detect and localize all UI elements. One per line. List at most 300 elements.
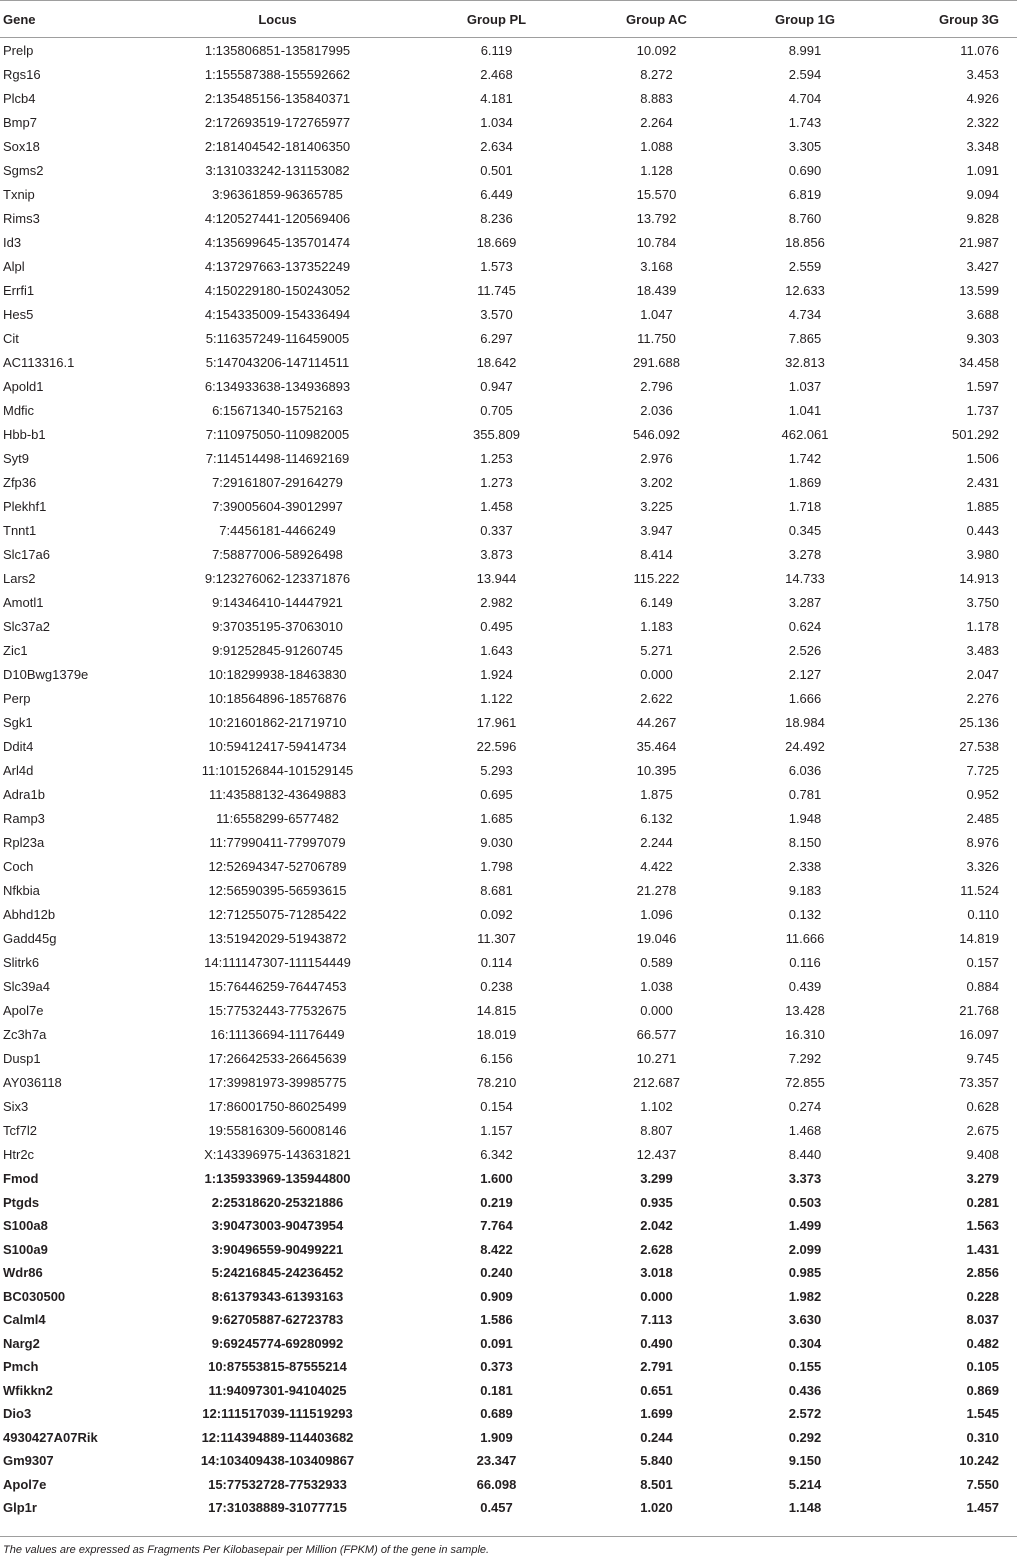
cell-group-ac: 2.036 [640,402,673,418]
cell-locus: 9:14346410-14447921 [212,594,343,610]
table-row [0,1496,1017,1520]
cell-group-pl: 66.098 [476,1476,517,1492]
cell-group-3g: 8.976 [966,834,999,850]
cell-locus: 12:111517039-111519293 [202,1406,353,1422]
cell-group-3g: 0.628 [966,1098,999,1114]
cell-group-3g: 1.737 [966,402,999,418]
cell-group-1g: 1.037 [788,378,822,394]
cell-group-1g: 1.148 [788,1500,822,1516]
table-row [0,1355,1017,1379]
cell-group-ac: 2.976 [640,450,673,466]
table-row [0,302,1017,326]
table-row [0,494,1017,518]
cell-group-1g: 0.690 [788,162,822,178]
cell-group-1g: 8.991 [788,42,822,58]
cell-group-3g: 1.506 [966,450,999,466]
cell-group-pl: 0.219 [480,1194,513,1210]
cell-group-pl: 355.809 [473,426,520,442]
cell-locus: 17:26642533-26645639 [208,1050,347,1066]
cell-gene: Zic1 [3,642,28,658]
cell-group-3g: 0.884 [966,978,999,994]
cell-locus: 15:76446259-76447453 [208,978,347,994]
cell-group-1g: 8.150 [788,834,822,850]
cell-group-1g: 11.666 [785,930,825,946]
cell-group-1g: 0.624 [788,618,822,634]
cell-locus: 1:135933969-135944800 [204,1171,351,1187]
table-row [0,1449,1017,1473]
cell-gene: Wfikkn2 [3,1382,53,1398]
cell-gene: Hbb-b1 [3,426,46,442]
cell-group-3g: 1.563 [966,1218,999,1234]
cell-group-ac: 3.018 [640,1265,673,1281]
table-row [0,1214,1017,1238]
table-row [0,398,1017,422]
cell-group-1g: 4.734 [788,306,822,322]
cell-locus: 2:172693519-172765977 [204,114,351,130]
cell-locus: 12:52694347-52706789 [208,858,347,874]
cell-gene: BC030500 [3,1288,66,1304]
cell-group-ac: 4.422 [640,858,673,874]
cell-group-pl: 1.034 [480,114,513,130]
cell-group-pl: 1.909 [480,1429,513,1445]
cell-group-3g: 3.688 [966,306,999,322]
cell-locus: 11:101526844-101529145 [201,762,354,778]
cell-group-1g: 1.718 [788,498,822,514]
cell-group-1g: 9.183 [788,882,822,898]
cell-group-pl: 0.705 [480,402,513,418]
cell-group-pl: 6.449 [480,186,513,202]
table-row [0,710,1017,734]
cell-group-1g: 0.116 [789,954,821,970]
cell-group-1g: 462.061 [781,426,829,442]
cell-group-3g: 2.675 [966,1122,999,1138]
cell-gene: Slc37a2 [3,618,50,634]
cell-gene: Coch [3,858,34,874]
cell-group-pl: 7.764 [480,1218,513,1234]
cell-locus: 2:25318620-25321886 [211,1194,344,1210]
cell-group-1g: 0.439 [788,978,822,994]
cell-group-3g: 9.745 [966,1050,999,1066]
cell-group-1g: 2.559 [788,258,822,274]
cell-gene: 4930427A07Rik [3,1429,98,1445]
header-group-3g: Group 3G [885,1,1017,38]
cell-group-pl: 0.695 [480,786,513,802]
cell-locus: 6:134933638-134936893 [204,378,351,394]
cell-group-ac: 1.038 [640,978,673,994]
cell-gene: Adra1b [3,786,45,802]
cell-locus: 17:86001750-86025499 [208,1098,347,1114]
cell-group-1g: 0.132 [788,906,822,922]
cell-group-3g: 73.357 [959,1074,999,1090]
cell-group-3g: 27.538 [959,738,999,754]
cell-group-3g: 1.885 [966,498,999,514]
cell-locus: 10:18299938-18463830 [208,666,347,682]
cell-gene: Rgs16 [3,66,41,82]
cell-group-3g: 3.279 [966,1171,999,1187]
cell-group-1g: 1.468 [788,1122,822,1138]
cell-locus: 7:39005604-39012997 [212,498,343,514]
cell-group-pl: 0.373 [480,1359,513,1375]
cell-group-ac: 3.202 [640,474,673,490]
cell-gene: Arl4d [3,762,34,778]
cell-group-ac: 8.414 [640,546,673,562]
table-row [0,590,1017,614]
cell-locus: 4:150229180-150243052 [204,282,351,298]
cell-group-pl: 1.924 [480,666,513,682]
cell-group-3g: 2.431 [966,474,999,490]
table-row [0,974,1017,998]
cell-group-pl: 23.347 [476,1453,517,1469]
cell-group-pl: 0.909 [480,1288,513,1304]
cell-group-3g: 3.326 [966,858,999,874]
cell-group-3g: 0.157 [966,954,999,970]
cell-group-1g: 2.099 [788,1241,822,1257]
cell-group-ac: 2.622 [640,690,673,706]
cell-gene: Lars2 [3,570,36,586]
cell-gene: Htr2c [3,1146,35,1162]
cell-group-3g: 7.550 [966,1476,999,1492]
cell-group-1g: 13.428 [785,1002,825,1018]
cell-locus: 3:131033242-131153082 [205,162,350,178]
cell-group-1g: 2.127 [788,666,822,682]
table-row [0,1426,1017,1450]
cell-group-pl: 22.596 [476,738,517,754]
table-row [0,1402,1017,1426]
cell-group-pl: 0.337 [480,522,513,538]
cell-group-ac: 1.102 [640,1098,673,1114]
table-row [0,1191,1017,1215]
cell-group-ac: 18.439 [636,282,677,298]
cell-gene: Gm9307 [3,1453,54,1469]
cell-group-3g: 0.310 [966,1429,999,1445]
cell-group-pl: 8.422 [480,1241,513,1257]
cell-group-ac: 10.271 [636,1050,677,1066]
cell-gene: Slitrk6 [3,954,40,970]
cell-group-3g: 9.303 [966,330,999,346]
cell-group-pl: 6.119 [480,42,513,58]
cell-group-pl: 0.457 [480,1500,513,1516]
cell-gene: Hes5 [3,306,34,322]
cell-group-ac: 2.791 [640,1359,673,1375]
cell-group-1g: 1.982 [788,1288,822,1304]
cell-group-ac: 19.046 [636,930,677,946]
cell-gene: Rpl23a [3,834,45,850]
cell-locus: 3:90496559-90499221 [211,1241,344,1257]
cell-group-ac: 546.092 [633,426,680,442]
cell-group-ac: 212.687 [633,1074,680,1090]
cell-group-1g: 24.492 [785,738,825,754]
cell-group-1g: 0.304 [788,1335,822,1351]
cell-group-1g: 7.865 [788,330,822,346]
cell-gene: Dio3 [3,1406,32,1422]
cell-locus: 5:116357249-116459005 [205,330,350,346]
cell-group-pl: 0.240 [480,1265,513,1281]
cell-group-pl: 0.238 [480,978,513,994]
cell-gene: Txnip [3,186,35,202]
cell-group-ac: 8.501 [640,1476,673,1492]
table-row [0,374,1017,398]
cell-group-1g: 9.150 [788,1453,822,1469]
cell-group-pl: 0.501 [480,162,513,178]
cell-group-3g: 3.483 [966,642,999,658]
cell-group-ac: 0.244 [640,1429,673,1445]
cell-group-pl: 0.495 [480,618,513,634]
cell-gene: Glp1r [3,1500,37,1516]
cell-gene: Id3 [3,234,22,250]
header-group-pl: Group PL [405,1,588,38]
cell-group-ac: 3.168 [640,258,673,274]
cell-group-3g: 1.431 [966,1241,999,1257]
cell-group-ac: 44.267 [636,714,677,730]
cell-group-3g: 3.750 [966,594,999,610]
cell-locus: 5:24216845-24236452 [211,1265,344,1281]
table-row [0,350,1017,374]
cell-locus: 7:4456181-4466249 [219,522,336,538]
cell-locus: 12:56590395-56593615 [208,882,347,898]
cell-group-1g: 8.760 [788,210,822,226]
cell-group-pl: 3.873 [480,546,513,562]
cell-group-3g: 1.545 [966,1406,999,1422]
cell-gene: Gadd45g [3,930,57,946]
table-row [0,38,1017,63]
table-row [0,878,1017,902]
table-row [0,158,1017,182]
cell-group-pl: 1.586 [480,1312,513,1328]
cell-group-3g: 14.819 [959,930,999,946]
cell-group-1g: 3.287 [788,594,822,610]
cell-group-1g: 1.869 [788,474,822,490]
cell-group-pl: 9.030 [480,834,513,850]
cell-locus: 14:111147307-111154449 [204,954,351,970]
table-row [0,446,1017,470]
cell-group-3g: 0.110 [967,906,999,922]
table-row [0,950,1017,974]
table-row [0,998,1017,1022]
cell-group-ac: 0.935 [640,1194,673,1210]
cell-locus: 8:61379343-61393163 [211,1288,344,1304]
table-row [0,86,1017,110]
cell-group-3g: 0.952 [966,786,999,802]
table-row [0,806,1017,830]
cell-locus: 11:77990411-77997079 [209,834,346,850]
table-header-row [0,1,1017,38]
cell-group-3g: 4.926 [966,90,999,106]
cell-gene: Ddit4 [3,738,34,754]
cell-locus: 1:155587388-155592662 [204,66,351,82]
cell-group-1g: 12.633 [785,282,825,298]
cell-group-pl: 78.210 [476,1074,517,1090]
cell-group-3g: 0.105 [966,1359,999,1375]
cell-group-ac: 5.271 [640,642,673,658]
cell-group-ac: 0.000 [640,666,673,682]
cell-group-3g: 7.725 [966,762,999,778]
table-row [0,662,1017,686]
cell-group-ac: 15.570 [636,186,677,202]
table-row [0,1070,1017,1094]
cell-gene: Plcb4 [3,90,36,106]
cell-group-1g: 0.274 [788,1098,822,1114]
table-row [0,758,1017,782]
table-row [0,1094,1017,1118]
cell-group-ac: 35.464 [636,738,677,754]
cell-locus: 16:11136694-11176449 [210,1026,345,1042]
cell-gene: Sox18 [3,138,40,154]
cell-locus: 2:135485156-135840371 [204,90,351,106]
cell-group-pl: 17.961 [476,714,517,730]
header-locus: Locus [150,1,405,38]
cell-group-1g: 2.526 [788,642,822,658]
cell-group-ac: 1.875 [640,786,673,802]
table-row [0,902,1017,926]
table-row [0,1142,1017,1166]
cell-gene: Slc17a6 [3,546,50,562]
cell-group-3g: 1.091 [966,162,999,178]
cell-group-3g: 34.458 [959,354,999,370]
cell-group-pl: 0.154 [480,1098,513,1114]
cell-gene: AC113316.1 [3,354,75,370]
cell-group-ac: 2.244 [640,834,673,850]
cell-gene: Nfkbia [3,882,40,898]
table-row [0,110,1017,134]
cell-group-ac: 0.000 [640,1288,673,1304]
cell-locus: 19:55816309-56008146 [208,1122,347,1138]
cell-group-pl: 18.669 [476,234,517,250]
table-footnote: The values are expressed as Fragments Per Kilobasepair per Million (FPKM) of the gene in sample. [3,1544,490,1556]
table-row [0,470,1017,494]
cell-group-3g: 3.427 [966,258,999,274]
cell-group-1g: 3.305 [788,138,822,154]
cell-group-ac: 1.047 [640,306,673,322]
cell-group-3g: 10.242 [959,1453,999,1469]
cell-group-1g: 1.948 [788,810,822,826]
cell-gene: Apold1 [3,378,44,394]
cell-locus: 7:29161807-29164279 [212,474,343,490]
table-row [0,1046,1017,1070]
cell-group-1g: 0.781 [788,786,822,802]
cell-group-pl: 6.156 [480,1050,513,1066]
cell-group-3g: 16.097 [959,1026,999,1042]
cell-group-1g: 1.499 [788,1218,822,1234]
cell-gene: Tnnt1 [3,522,37,538]
cell-locus: 15:77532443-77532675 [208,1002,347,1018]
table-row [0,182,1017,206]
cell-group-3g: 501.292 [952,426,999,442]
cell-group-1g: 7.292 [788,1050,822,1066]
cell-gene: Zfp36 [3,474,37,490]
cell-group-3g: 9.094 [966,186,999,202]
cell-group-ac: 12.437 [636,1146,677,1162]
cell-group-3g: 11.076 [960,42,999,58]
table-row [0,1379,1017,1403]
table-row [0,1285,1017,1309]
cell-locus: 11:43588132-43649883 [208,786,347,802]
cell-group-pl: 13.944 [476,570,517,586]
cell-gene: Syt9 [3,450,30,466]
cell-group-1g: 18.856 [785,234,825,250]
cell-gene: Amotl1 [3,594,44,610]
cell-group-ac: 115.222 [633,570,680,586]
cell-locus: 4:137297663-137352249 [204,258,351,274]
table-row [0,278,1017,302]
cell-locus: 7:114514498-114692169 [205,450,350,466]
cell-group-ac: 6.149 [640,594,673,610]
cell-locus: 7:110975050-110982005 [205,426,350,442]
cell-group-ac: 1.128 [640,162,673,178]
cell-group-1g: 1.742 [788,450,822,466]
cell-gene: Wdr86 [3,1265,43,1281]
cell-gene: Sgk1 [3,714,33,730]
table-row [0,254,1017,278]
cell-group-pl: 4.181 [480,90,513,106]
cell-group-pl: 8.681 [480,882,513,898]
table-row [0,566,1017,590]
cell-locus: 7:58877006-58926498 [212,546,343,562]
cell-group-ac: 7.113 [640,1312,673,1328]
cell-group-ac: 8.272 [640,66,673,82]
cell-gene: Bmp7 [3,114,37,130]
cell-group-1g: 32.813 [785,354,825,370]
cell-group-1g: 0.503 [788,1194,822,1210]
cell-group-3g: 11.524 [960,882,999,898]
table-row [0,686,1017,710]
cell-locus: 10:21601862-21719710 [208,714,347,730]
cell-locus: 17:39981973-39985775 [208,1074,347,1090]
cell-group-ac: 6.132 [640,810,673,826]
table-row [0,206,1017,230]
table-body [0,38,1017,1520]
cell-group-ac: 0.651 [640,1382,673,1398]
cell-locus: 10:59412417-59414734 [208,738,347,754]
cell-group-1g: 1.041 [788,402,822,418]
cell-group-3g: 21.987 [959,234,999,250]
cell-group-1g: 14.733 [785,570,825,586]
table-row [0,1118,1017,1142]
cell-group-pl: 1.685 [480,810,513,826]
cell-gene: Ramp3 [3,810,45,826]
cell-group-1g: 1.743 [788,114,822,130]
table-row [0,542,1017,566]
cell-group-pl: 1.798 [480,858,513,874]
cell-group-pl: 18.019 [476,1026,517,1042]
table-row [0,518,1017,542]
cell-group-ac: 3.225 [640,498,673,514]
cell-gene: Prelp [3,42,34,58]
table-row [0,638,1017,662]
cell-group-1g: 4.704 [788,90,822,106]
table-bottom-rule [0,1536,1017,1537]
cell-group-pl: 6.342 [480,1146,513,1162]
cell-group-1g: 2.338 [788,858,822,874]
cell-group-pl: 3.570 [480,306,513,322]
cell-gene: Slc39a4 [3,978,50,994]
cell-locus: 10:87553815-87555214 [208,1359,347,1375]
cell-gene: S100a8 [3,1218,48,1234]
cell-group-1g: 1.666 [788,690,822,706]
cell-group-pl: 11.307 [477,930,516,946]
cell-group-pl: 1.122 [480,690,513,706]
header-group-ac: Group AC [588,1,725,38]
cell-group-1g: 3.373 [788,1171,822,1187]
table-row [0,830,1017,854]
cell-locus: 4:120527441-120569406 [204,210,351,226]
cell-group-pl: 1.643 [480,642,513,658]
cell-group-pl: 1.458 [480,498,513,514]
cell-group-pl: 0.689 [480,1406,513,1422]
cell-gene: Narg2 [3,1335,40,1351]
cell-gene: Tcf7l2 [3,1122,37,1138]
cell-gene: Dusp1 [3,1050,41,1066]
cell-group-ac: 1.088 [640,138,673,154]
